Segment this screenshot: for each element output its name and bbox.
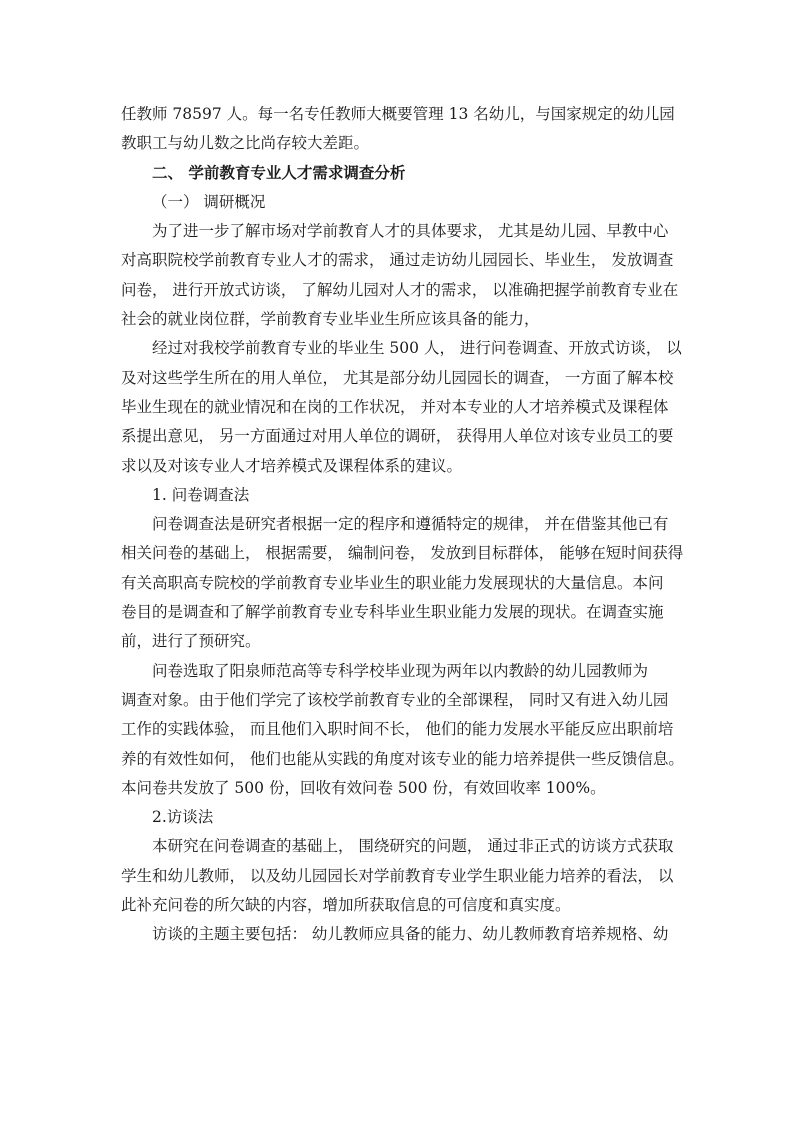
text-line: 卷目的是调查和了解学前教育专业专科毕业生职业能力发展的现状。在调查实施 — [121, 603, 664, 622]
text-line: 前，进行了预研究。 — [121, 632, 261, 651]
text-line: 及对这些学生所在的用人单位， 尤其是部分幼儿园园长的调查， 一方面了解本校 — [121, 368, 674, 387]
text-line: 社会的就业岗位群，学前教育专业毕业生所应该具备的能力， — [121, 310, 540, 329]
section-heading: 二、 学前教育专业人才需求调查分析 — [152, 163, 406, 182]
text-line: 经过对我校学前教育专业的毕业生 500 人， 进行问卷调查、开放式访谈， 以 — [152, 339, 682, 358]
text-line: 求以及对该专业人才培养模式及课程体系的建议。 — [121, 456, 463, 475]
text-line: 1. 问卷调查法 — [152, 485, 250, 504]
text-line: 系提出意见， 另一方面通过对用人单位的调研， 获得用人单位对该专业员工的要 — [121, 427, 674, 446]
text-line: 本问卷共发放了 500 份，回收有效问卷 500 份，有效回收率 100%。 — [121, 778, 606, 797]
document-page — [121, 100, 684, 950]
text-line: 访谈的主题主要包括： 幼儿教师应具备的能力、幼儿教师教育培养规格、幼 — [152, 925, 669, 944]
text-line: 本研究在问卷调查的基础上， 围绕研究的问题， 通过非正式的访谈方式获取 — [152, 837, 674, 856]
text-line: 学生和幼儿教师， 以及幼儿园园长对学前教育专业学生职业能力培养的看法， 以 — [121, 866, 674, 885]
text-line: 此补充问卷的所欠缺的内容，增加所获取信息的可信度和真实度。 — [121, 896, 571, 915]
text-line: 任教师 78597 人。每一名专任教师大概要管理 13 名幼儿，与国家规定的幼儿园 — [121, 105, 675, 123]
text-line: 有关高职高专院校的学前教育专业毕业生的职业能力发展现状的大量信息。本问 — [121, 573, 664, 592]
text-line: 养的有效性如何， 他们也能从实践的角度对该专业的能力培养提供一些反馈信息。 — [121, 749, 684, 768]
text-line: 问卷选取了阳泉师范高等专科学校毕业现为两年以内教龄的幼儿园教师为 — [152, 661, 649, 680]
text-line: 调查对象。由于他们学完了该校学前教育专业的全部课程， 同时又有进入幼儿园 — [121, 690, 669, 709]
text-line: （一） 调研概况 — [152, 192, 266, 211]
text-line: 教职工与幼儿数之比尚存较大差距。 — [121, 134, 370, 153]
text-line: 2.访谈法 — [152, 808, 214, 827]
text-line: 问卷， 进行开放式访谈， 了解幼儿园对人才的需求， 以准确把握学前教育专业在 — [121, 280, 679, 299]
text-line: 毕业生现在的就业情况和在岗的工作状况， 并对本专业的人才培养模式及课程体 — [121, 397, 669, 416]
text-line: 问卷调查法是研究者根据一定的程序和遵循特定的规律， 并在借鉴其他已有 — [152, 515, 669, 534]
text-line: 相关问卷的基础上， 根据需要， 编制问卷， 发放到目标群体， 能够在短时间获得 — [121, 544, 684, 563]
text-line: 工作的实践体验， 而且他们入职时间不长， 他们的能力发展水平能反应出职前培 — [121, 720, 674, 739]
text-line: 对高职院校学前教育专业人才的需求， 通过走访幼儿园园长、毕业生， 发放调查 — [121, 251, 674, 270]
text-line: 为了进一步了解市场对学前教育人才的具体要求， 尤其是幼儿园、早教中心 — [152, 222, 669, 241]
